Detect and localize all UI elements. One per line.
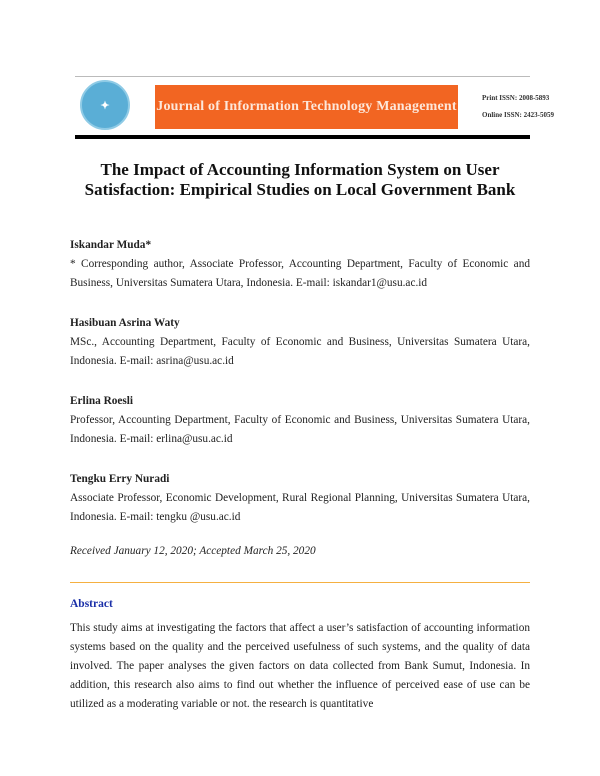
paper-title: The Impact of Accounting Information System on User Satisfaction: Empirical Studies on Local Government Bank	[84, 160, 516, 199]
author-affiliation: * Corresponding author, Associate Professor, Accounting Department, Faculty of Economic and Business, Universitas Sumatera Utara, Indonesia. E-mail: iskandar1@usu.ac.id	[70, 258, 530, 289]
abstract-heading: Abstract	[70, 598, 113, 610]
author-name: Iskandar Muda*	[70, 239, 152, 251]
section-divider	[70, 582, 530, 583]
received-accepted-dates: Received January 12, 2020; Accepted March 25, 2020	[70, 545, 316, 557]
journal-banner	[155, 85, 458, 129]
author-affiliation: Associate Professor, Economic Development, Rural Regional Planning, Universitas Sumatera Utara, Indonesia. E-mail: tengku @usu.ac.id	[70, 492, 530, 523]
author-name: Hasibuan Asrina Waty	[70, 317, 180, 329]
author-name: Tengku Erry Nuradi	[70, 473, 170, 485]
header-bottom-rule	[75, 135, 530, 139]
author-affiliation: Professor, Accounting Department, Faculty of Economic and Business, Universitas Sumatera Utara, Indonesia. E-mail: erlina@usu.ac.id	[70, 414, 530, 445]
header-top-rule	[75, 76, 530, 77]
online-issn: Online ISSN: 2423-5059	[482, 111, 554, 119]
author-affiliation: MSc., Accounting Department, Faculty of Economic and Business, Universitas Sumatera Utara, Indonesia. E-mail: asrina@usu.ac.id	[70, 336, 530, 367]
author-name: Erlina Roesli	[70, 395, 134, 407]
university-logo: ✦	[80, 80, 130, 130]
abstract-text: This study aims at investigating the factors that affect a user’s satisfaction of accounting information systems based on the quality and the perceived usefulness of such systems, and the quality of data involved. The paper analyses the given factors on data collected from Bank Sumut, Indonesia. In addition, this research also aims to find out whether the influence of perceived ease of use can be utilized as a moderating variable or not. the research is quantitative	[70, 622, 530, 710]
print-issn: Print ISSN: 2008-5893	[482, 94, 550, 102]
journal-name: Journal of Information Technology Management	[156, 99, 457, 114]
